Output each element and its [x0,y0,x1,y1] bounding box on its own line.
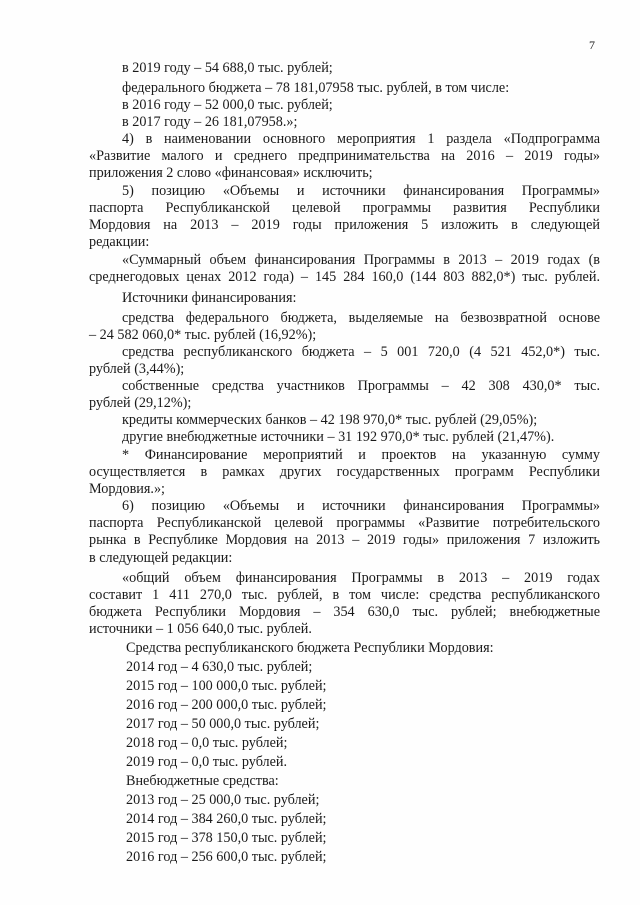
text-line: 2019 год – 0,0 тыс. рублей. [126,754,288,770]
text-line: 2018 год – 0,0 тыс. рублей; [126,735,288,751]
text-line: источники – 1 056 640,0 тыс. рублей. [89,621,312,637]
text-line: другие внебюджетные источники – 31 192 970,0* тыс. рублей (21,47%). [122,429,555,445]
text-line: средства республиканского бюджета – 5 001 720,0 (4 521 452,0*) тыс. [122,344,600,360]
text-line: «общий объем финансирования Программы в 2013 – 2019 годах [122,570,600,586]
text-line: рынка в Республике Мордовия на 2013 – 2019 годы» приложения 7 изложить [89,532,600,548]
text-line: * Финансирование мероприятий и проектов на указанную сумму [122,447,600,463]
text-line: 4) в наименовании основного мероприятия 1 раздела «Подпрограмма [122,131,600,147]
text-line: федерального бюджета – 78 181,07958 тыс. рублей, в том числе: [122,80,510,96]
text-line: 2013 год – 25 000,0 тыс. рублей; [126,792,320,808]
text-line: – 24 582 060,0* тыс. рублей (16,92%); [89,327,317,343]
text-line: 2017 год – 50 000,0 тыс. рублей; [126,716,320,732]
text-line: Мордовия на 2013 – 2019 годы приложения 5 изложить в следующей [89,217,600,233]
text-line: Мордовия.»; [89,481,165,497]
page-number: 7 [589,38,595,52]
text-line: осуществляется в рамках других государственных программ Республики [89,464,600,480]
text-line: в 2017 году – 26 181,07958.»; [122,114,298,130]
text-line: редакции: [89,234,150,250]
text-line: паспорта Республиканской целевой программы развития Республики [89,200,600,216]
text-line: Источники финансирования: [122,290,297,306]
text-line: бюджета Республики Мордовия – 354 630,0 тыс. рублей; внебюджетные [89,604,600,620]
text-line: в 2019 году – 54 688,0 тыс. рублей; [122,60,333,76]
text-line: «Развитие малого и среднего предпринимательства на 2016 – 2019 годы» [89,148,600,164]
text-line: 2014 год – 4 630,0 тыс. рублей; [126,659,313,675]
text-line: 5) позицию «Объемы и источники финансирования Программы» [122,183,600,199]
text-line: кредиты коммерческих банков – 42 198 970,0* тыс. рублей (29,05%); [122,412,538,428]
text-line: Средства республиканского бюджета Республики Мордовия: [126,640,494,656]
text-line: составит 1 411 270,0 тыс. рублей, в том числе: средства республиканского [89,587,600,603]
text-line: собственные средства участников Программы – 42 308 430,0* тыс. [122,378,600,394]
text-line: 2014 год – 384 260,0 тыс. рублей; [126,811,327,827]
text-line: средства федерального бюджета, выделяемые на безвозвратной основе [122,310,600,326]
text-line: 2015 год – 100 000,0 тыс. рублей; [126,678,327,694]
text-line: Внебюджетные средства: [126,773,279,789]
text-line: рублей (29,12%); [89,395,192,411]
text-line: «Суммарный объем финансирования Программы в 2013 – 2019 годах (в [122,252,600,268]
text-line: 2016 год – 256 600,0 тыс. рублей; [126,849,327,865]
text-line: рублей (3,44%); [89,361,185,377]
text-line: в 2016 году – 52 000,0 тыс. рублей; [122,97,333,113]
text-line: 2016 год – 200 000,0 тыс. рублей; [126,697,327,713]
text-line: 6) позицию «Объемы и источники финансирования Программы» [122,498,600,514]
text-line: среднегодовых ценах 2012 года) – 145 284 160,0 (144 803 882,0*) тыс. рублей. [89,269,600,285]
text-line: паспорта Республиканской целевой программы «Развитие потребительского [89,515,600,531]
text-line: приложения 2 слово «финансовая» исключить; [89,165,373,181]
text-line: в следующей редакции: [89,550,233,566]
text-line: 2015 год – 378 150,0 тыс. рублей; [126,830,327,846]
